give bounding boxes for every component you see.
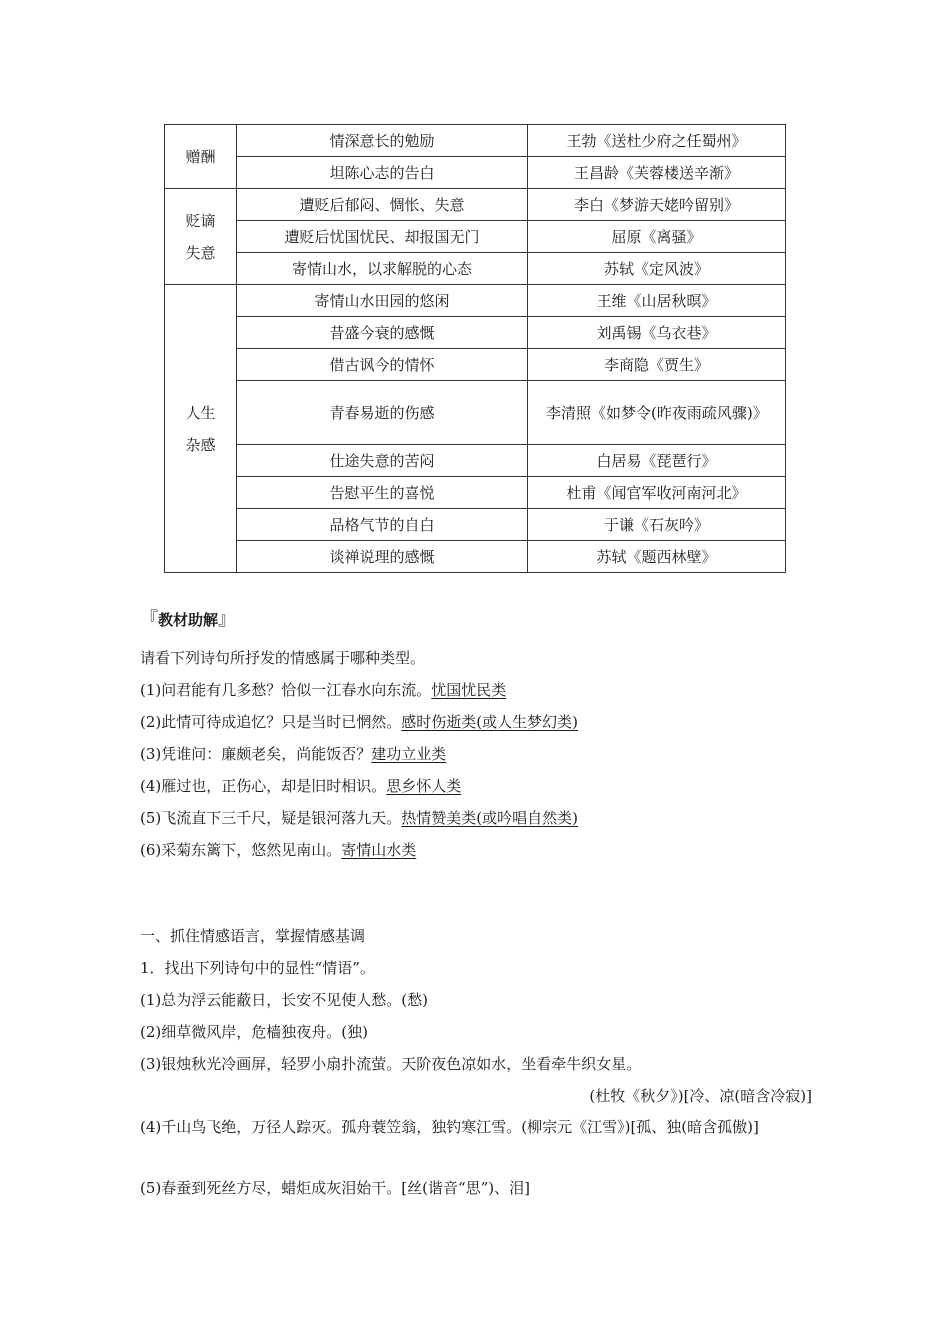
example-cell: 王维《山居秋暝》: [528, 285, 786, 317]
part1-heading: 一、抓住情感语言，掌握情感基调: [140, 927, 366, 945]
table-row: [165, 445, 786, 477]
poem-line-2: (2)细草微风岸，危樯独夜舟。(独): [140, 1023, 368, 1041]
poem-line-3: (3)银烛秋光冷画屏，轻罗小扇扑流萤。天阶夜色凉如水，坐看牵牛织女星。: [140, 1055, 642, 1073]
category-cell: 贬谪 失意: [165, 189, 237, 285]
aid-prompt: 请看下列诗句所抒发的情感属于哪种类型。: [140, 649, 426, 667]
poem-line-5: (5)春蚕到死丝方尽，蜡炬成灰泪始干。[丝(谐音“思”)、泪]: [140, 1179, 530, 1197]
aid-item-text: (3)凭谁问：廉颇老矣，尚能饭否？: [140, 745, 372, 763]
aid-item: [140, 674, 812, 706]
emotion-cell: 借古讽今的情怀: [237, 349, 528, 381]
aid-item: [140, 770, 812, 802]
emotion-cell: 遭贬后郁闷、惆怅、失意: [237, 189, 528, 221]
example-cell: 李白《梦游天姥吟留别》: [528, 189, 786, 221]
poem-line-3-source: (杜牧《秋夕》)[冷、凉(暗含冷寂)]: [589, 1087, 812, 1105]
emotion-cell: 寄情山水田园的悠闲: [237, 285, 528, 317]
example-cell: 白居易《琵琶行》: [528, 445, 786, 477]
aid-item-answer: 思乡怀人类: [386, 777, 462, 795]
textbook-aid-title: 教材助解: [158, 611, 219, 629]
table-row: [165, 381, 786, 445]
aid-section: [140, 642, 812, 866]
table-row: [165, 477, 786, 509]
table-row: [165, 221, 786, 253]
table-row: [165, 253, 786, 285]
emotion-cell: 仕途失意的苦闷: [237, 445, 528, 477]
poem-emotion-table: [164, 124, 786, 573]
example-cell: 王昌龄《芙蓉楼送辛渐》: [528, 157, 786, 189]
textbook-aid-label: [140, 608, 236, 632]
aid-item-text: (1)问君能有几多愁？恰似一江春水向东流。: [140, 681, 432, 699]
aid-item-text: (2)此情可待成追忆？只是当时已惘然。: [140, 713, 402, 731]
table-row: [165, 285, 786, 317]
example-cell: 苏轼《定风波》: [528, 253, 786, 285]
emotion-cell: 昔盛今衰的感慨: [237, 317, 528, 349]
category-cell: 赠酬: [165, 125, 237, 189]
aid-items: [140, 674, 812, 866]
aid-item-answer: 感时伤逝类(或人生梦幻类): [401, 713, 578, 731]
aid-item: [140, 802, 812, 834]
example-cell: 刘禹锡《乌衣巷》: [528, 317, 786, 349]
aid-item: [140, 834, 812, 866]
example-cell: 屈原《离骚》: [528, 221, 786, 253]
example-cell: 李商隐《贾生》: [528, 349, 786, 381]
table-row: [165, 541, 786, 573]
poem-line-1: (1)总为浮云能蔽日，长安不见使人愁。(愁): [140, 991, 428, 1009]
table-row: [165, 125, 786, 157]
emotion-cell: 寄情山水，以求解脱的心态: [237, 253, 528, 285]
emotion-cell: 品格气节的自白: [237, 509, 528, 541]
example-cell: 王勃《送杜少府之任蜀州》: [528, 125, 786, 157]
table-row: [165, 509, 786, 541]
aid-item: [140, 706, 812, 738]
emotion-cell: 坦陈心志的告白: [237, 157, 528, 189]
table-row: [165, 317, 786, 349]
poem-line-4: (4)千山鸟飞绝，万径人踪灭。孤舟蓑笠翁，独钓寒江雪。(柳宗元《江雪》)[孤、独(暗含孤傲)]: [140, 1118, 759, 1136]
example-cell: 苏轼《题西林壁》: [528, 541, 786, 573]
emotion-cell: 告慰平生的喜悦: [237, 477, 528, 509]
example-cell: 杜甫《闻官军收河南河北》: [528, 477, 786, 509]
aid-item-answer: 忧国忧民类: [431, 681, 507, 699]
aid-item-text: (6)采菊东篱下，悠然见南山。: [140, 841, 342, 859]
aid-item-answer: 寄情山水类: [341, 841, 417, 859]
emotion-cell: 青春易逝的伤感: [237, 381, 528, 445]
table-row: [165, 189, 786, 221]
bracket-right: 』: [218, 609, 237, 630]
aid-item-answer: 热情赞美类(或吟唱自然类): [401, 809, 578, 827]
aid-item-text: (4)雁过也，正伤心，却是旧时相识。: [140, 777, 387, 795]
emotion-cell: 情深意长的勉励: [237, 125, 528, 157]
part1-section: [140, 920, 812, 1204]
example-cell: 于谦《石灰吟》: [528, 509, 786, 541]
aid-item-answer: 建功立业类: [371, 745, 447, 763]
aid-item-text: (5)飞流直下三千尺，疑是银河落九天。: [140, 809, 402, 827]
emotion-cell: 遭贬后忧国忧民、却报国无门: [237, 221, 528, 253]
emotion-cell: 谈禅说理的感慨: [237, 541, 528, 573]
aid-item: [140, 738, 812, 770]
table-row: [165, 349, 786, 381]
bracket-left: 『: [140, 609, 158, 630]
table-row: [165, 157, 786, 189]
example-cell: 李清照《如梦令(昨夜雨疏风骤)》: [528, 381, 786, 445]
category-cell: 人生 杂感: [165, 285, 237, 573]
question-1: 1．找出下列诗句中的显性“情语”。: [140, 959, 375, 977]
